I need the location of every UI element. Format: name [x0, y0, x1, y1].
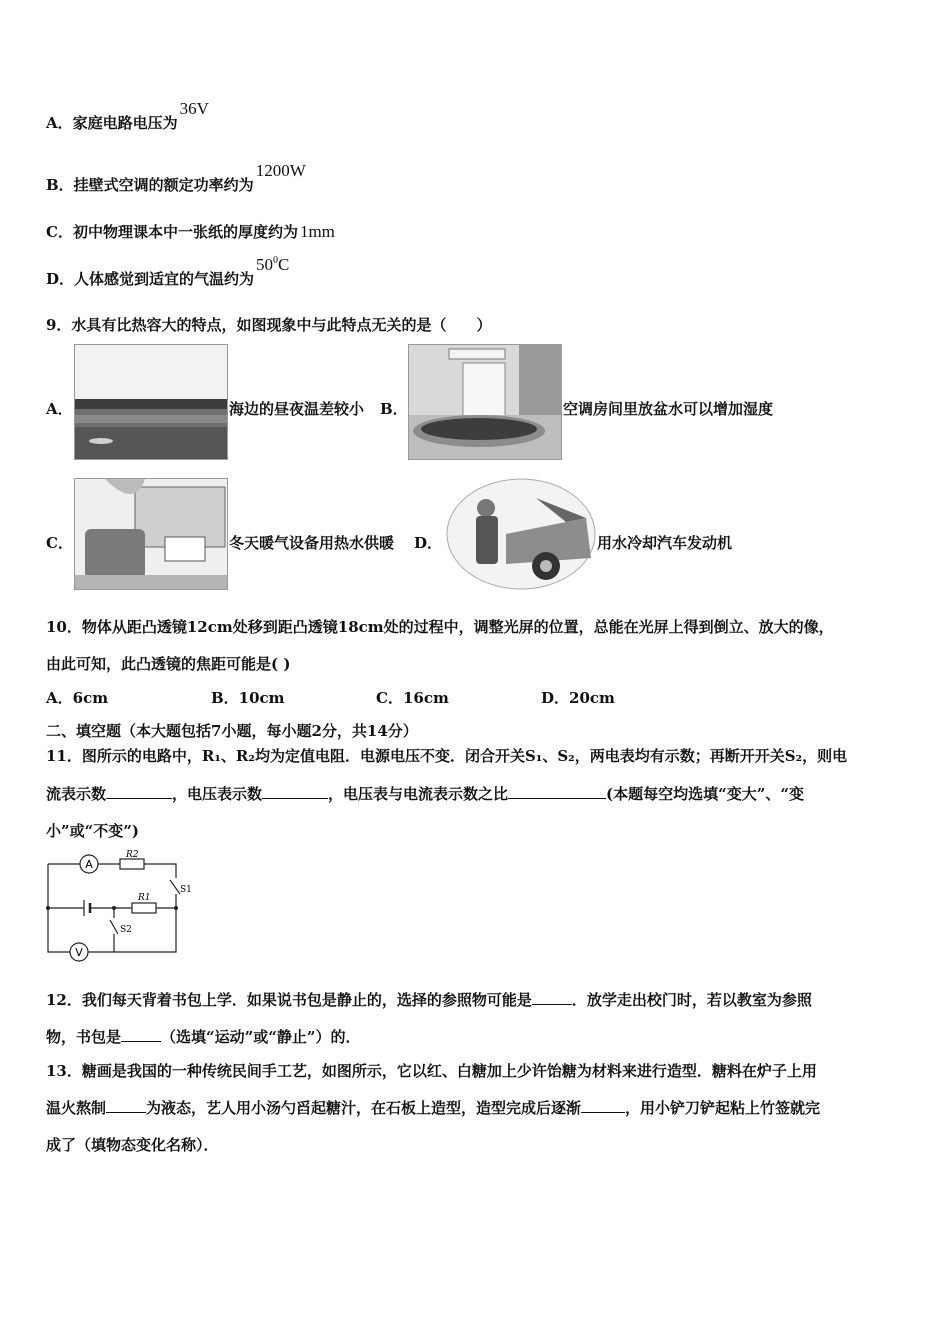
- q9-option-d-caption: 用水冷却汽车发动机: [597, 534, 733, 552]
- q11-line3: 小”或“不变”): [46, 822, 139, 840]
- q8-option-d-number: 50: [256, 255, 274, 274]
- q8-option-a-label: A．家庭电路电压为: [46, 114, 178, 132]
- r1-label: R1: [138, 893, 151, 903]
- q12-blank-2[interactable]: [121, 1027, 161, 1042]
- q10-stem-line1: 10．物体从距凸透镜12cm处移到距凸透镜18cm处的过程中，调整光屏的位置，总能在光屏上得到倒立、放大的像，: [46, 618, 834, 636]
- q13-blank-2[interactable]: [581, 1098, 625, 1113]
- q13-line1: 13．糖画是我国的一种传统民间手工艺，如图所示，它以红、白糖加上少许饴糖为材料来进行造型．糖料在炉子上用: [46, 1062, 817, 1080]
- s1-label: S1: [180, 885, 192, 895]
- q10-option-b: B．10cm: [211, 689, 285, 707]
- q8-option-a-value: 36V: [179, 99, 209, 118]
- q13-text-c: ，用小铲刀铲起粘上竹签就完: [625, 1099, 821, 1117]
- q10-stem-line2: 由此可知，此凸透镜的焦距可能是( ): [46, 655, 291, 673]
- q13-text-a: 温火熬制: [46, 1099, 107, 1117]
- q11-blank-1[interactable]: [106, 784, 172, 799]
- q8-option-b-value: 1200W: [255, 161, 306, 180]
- q11-line1: 11．图所示的电路中，R₁、R₂均为定值电阻．电源电压不变．闭合开关S₁、S₂，两电表均有示数；再断开开关S₂，则电: [46, 747, 848, 765]
- q9-option-a-letter: A．: [46, 400, 73, 418]
- q12-text-b: ．放学走出校门时，若以教室为参照: [571, 991, 812, 1009]
- q9-option-b-caption: 空调房间里放盆水可以增加湿度: [563, 400, 774, 418]
- q11-blank-3[interactable]: [508, 784, 606, 799]
- q12-text-d: （选填“运动”或“静止”）的．: [161, 1028, 361, 1046]
- q12-line1: [46, 989, 812, 1010]
- aircon-room-illustration: [409, 345, 561, 459]
- q8-option-d: [46, 255, 290, 289]
- car-engine-illustration: [446, 478, 596, 590]
- aircon-room-image: [408, 344, 562, 460]
- q11-blank-2[interactable]: [262, 784, 328, 799]
- q8-option-c-value: 1mm: [299, 222, 335, 241]
- q11-text-b: ，电压表示数: [172, 785, 263, 803]
- q13-blank-1[interactable]: [106, 1098, 146, 1113]
- car-engine-image: [446, 478, 596, 590]
- ammeter-label: A: [85, 858, 93, 871]
- q9-option-d-letter: D．: [414, 534, 443, 552]
- q10-option-d: D．20cm: [541, 689, 615, 707]
- r2-label: R2: [126, 850, 139, 860]
- q12-blank-1[interactable]: [532, 990, 572, 1005]
- section-title: 二、填空题（本大题包括7小题，每小题2分，共14分）: [46, 722, 418, 740]
- q11-text-c: ，电压表与电流表示数之比: [328, 785, 509, 803]
- heating-room-illustration: [75, 479, 227, 589]
- q10-option-a: A．6cm: [46, 689, 109, 707]
- q8-option-b: [46, 161, 306, 195]
- q8-option-c-label: C．初中物理课本中一张纸的厚度约为: [46, 223, 298, 241]
- q13-line2: [46, 1097, 820, 1118]
- q8-option-d-unit: C: [278, 255, 290, 274]
- q9-option-a-caption: 海边的昼夜温差较小: [229, 400, 365, 418]
- q13-text-b: 为液态，艺人用小汤勺舀起糖汁，在石板上造型，造型完成后逐渐: [146, 1099, 582, 1117]
- q9-option-c-letter: C．: [46, 534, 73, 552]
- q9-option-b-letter: B．: [380, 400, 408, 418]
- q11-text-a: 流表示数: [46, 785, 107, 803]
- q12-text-a: 12．我们每天背着书包上学．如果说书包是静止的，选择的参照物可能是: [46, 991, 532, 1009]
- q8-option-c: [46, 221, 335, 242]
- circuit-svg: [44, 848, 194, 966]
- q12-text-c: 物，书包是: [46, 1028, 122, 1046]
- voltmeter-label: V: [75, 946, 83, 959]
- q8-option-b-label: B．挂壁式空调的额定功率约为: [46, 176, 254, 194]
- s2-label: S2: [120, 925, 132, 935]
- q8-option-d-value: [256, 255, 289, 274]
- q8-option-a: [46, 99, 209, 133]
- q8-option-d-degree: 0: [273, 255, 279, 266]
- heating-room-image: [74, 478, 228, 590]
- q11-text-d: (本题每空均选填“变大”、“变: [606, 785, 805, 803]
- q10-option-c: C．16cm: [376, 689, 449, 707]
- q12-line2: [46, 1026, 361, 1047]
- seaside-illustration: [75, 345, 227, 459]
- q11-line2: [46, 783, 804, 804]
- q8-option-d-label: D．人体感觉到适宜的气温约为: [46, 270, 255, 288]
- circuit-diagram: [44, 848, 194, 966]
- q9-stem: 9．水具有比热容大的特点，如图现象中与此特点无关的是（ ）: [46, 316, 492, 334]
- seaside-image: [74, 344, 228, 460]
- q13-line3: 成了（填物态变化名称）．: [46, 1136, 219, 1154]
- q9-option-c-caption: 冬天暖气设备用热水供暖: [229, 534, 395, 552]
